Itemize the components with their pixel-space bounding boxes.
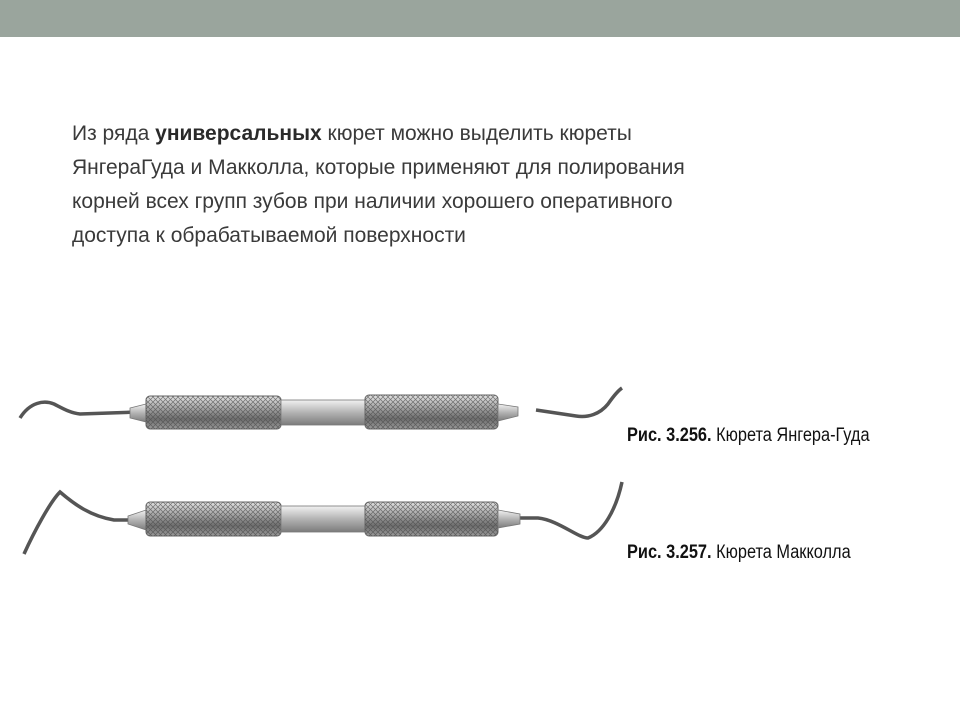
slide-top-bar	[0, 0, 960, 37]
emphasis-universal: универсальных	[155, 122, 322, 145]
curette-young-good	[20, 388, 622, 429]
curette-icon	[24, 482, 622, 554]
text-line-3: корней всех групп зубов при наличии хорошего оперативного	[72, 190, 673, 213]
text-line-1: Из ряда универсальных кюрет можно выделить кюреты	[72, 122, 632, 145]
curette-mccall	[24, 482, 622, 554]
figure-caption-young-good: Рис. 3.256. Кюрета Янгера-Гуда	[627, 425, 870, 446]
figure-caption-mccall: Рис. 3.257. Кюрета Макколла	[627, 542, 851, 563]
curettes-figure	[18, 382, 633, 582]
slide-body-text	[72, 117, 872, 253]
curette-icon	[20, 388, 622, 429]
text-line-4: доступа к обрабатываемой поверхности	[72, 224, 466, 247]
text-line-2: ЯнгераГуда и Макколла, которые применяют для полирования	[72, 156, 685, 179]
